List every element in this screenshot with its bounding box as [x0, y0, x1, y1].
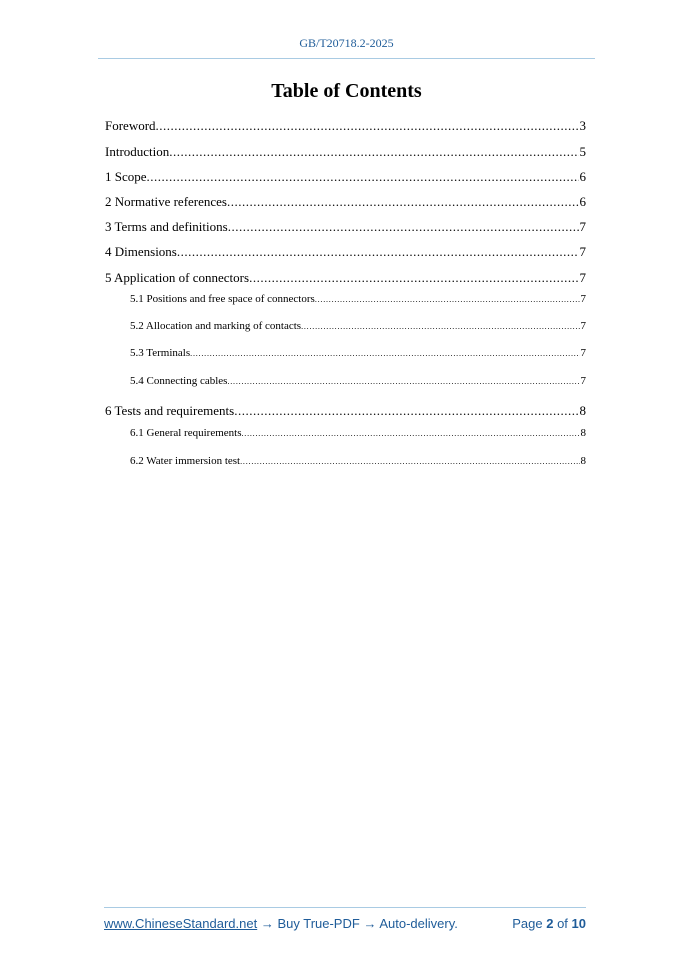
toc-entry-5-1[interactable]: [130, 293, 586, 305]
toc-leader-dots: [156, 118, 579, 134]
page-footer: [104, 916, 586, 931]
toc-leader-dots: [315, 293, 580, 305]
toc-leader-dots: [241, 427, 579, 439]
toc-entry-label: 5.1 Positions and free space of connectors: [130, 293, 315, 305]
page-indicator: [512, 916, 586, 931]
toc-leader-dots: [169, 144, 578, 160]
toc-entry-page: 8: [579, 403, 586, 418]
page-word: Page: [512, 916, 543, 931]
toc-entry-application-of-connectors[interactable]: [105, 270, 586, 286]
toc-leader-dots: [227, 194, 579, 210]
toc-entry-page: 8: [580, 455, 586, 467]
toc-entry-page: 7: [580, 320, 586, 332]
toc-entry-label: 1 Scope: [105, 169, 147, 184]
footer-promo: [104, 916, 458, 931]
toc-leader-dots: [234, 403, 578, 419]
toc-leader-dots: [147, 169, 579, 185]
toc-entry-page: 8: [580, 427, 586, 439]
toc-entry-label: Introduction: [105, 144, 170, 159]
toc-leader-dots: [249, 270, 578, 286]
toc-entry-tests-and-requirements[interactable]: [105, 403, 586, 419]
toc-entry-6-2[interactable]: [130, 455, 586, 467]
toc-entry-label: 4 Dimensions: [105, 244, 177, 259]
toc-entry-terms-and-definitions[interactable]: [105, 219, 586, 235]
toc-entry-page: 5: [579, 144, 586, 159]
toc-entry-label: 5 Application of connectors: [105, 270, 250, 285]
toc-entry-label: 5.4 Connecting cables: [130, 375, 228, 387]
toc-leader-dots: [301, 320, 579, 332]
header-divider: [98, 58, 595, 59]
toc-leader-dots: [177, 244, 579, 260]
current-page-number: 2: [546, 916, 554, 931]
toc-leader-dots: [190, 347, 579, 359]
toc-entry-page: 7: [580, 347, 586, 359]
toc-entry-page: 6: [579, 169, 586, 184]
toc-entry-page: 7: [579, 270, 586, 285]
toc-entry-5-2[interactable]: [130, 320, 586, 332]
toc-entry-page: 7: [580, 375, 586, 387]
toc-entry-6-1[interactable]: [130, 427, 586, 439]
total-pages-number: 10: [571, 916, 586, 931]
toc-entry-introduction[interactable]: [105, 144, 586, 160]
toc-entry-label: 5.3 Terminals: [130, 347, 191, 359]
arrow-right-icon: →: [260, 916, 274, 931]
toc-entry-page: 7: [580, 293, 586, 305]
of-word: of: [557, 916, 568, 931]
document-code-header: GB/T20718.2-2025: [299, 36, 394, 50]
toc-entry-normative-references[interactable]: [105, 194, 586, 210]
toc-entry-label: Foreword: [105, 118, 156, 133]
footer-divider: [104, 907, 586, 908]
toc-entry-label: 6.1 General requirements: [130, 427, 242, 439]
toc-entry-dimensions[interactable]: [105, 244, 586, 260]
toc-entry-label: 6.2 Water immersion test: [130, 455, 241, 467]
toc-leader-dots: [228, 219, 579, 235]
toc-entry-page: 3: [579, 118, 586, 133]
toc-entry-label: 5.2 Allocation and marking of contacts: [130, 320, 302, 332]
toc-entry-5-3[interactable]: [130, 347, 586, 359]
toc-entry-foreword[interactable]: [105, 118, 586, 134]
buy-true-pdf-text: Buy True-PDF: [277, 916, 360, 931]
arrow-right-icon: →: [363, 916, 377, 931]
toc-leader-dots: [227, 375, 579, 387]
toc-entry-scope[interactable]: [105, 169, 586, 185]
page-title: Table of Contents: [271, 80, 422, 102]
toc-entry-page: 6: [579, 194, 586, 209]
website-link[interactable]: www.ChineseStandard.net: [104, 916, 258, 931]
auto-delivery-text: Auto-delivery.: [379, 916, 458, 931]
toc-entry-label: 6 Tests and requirements: [105, 403, 235, 418]
toc-entry-label: 2 Normative references: [105, 194, 227, 209]
toc-entry-page: 7: [579, 219, 586, 234]
toc-leader-dots: [240, 455, 579, 467]
toc-entry-page: 7: [579, 244, 586, 259]
toc-entry-label: 3 Terms and definitions: [105, 219, 228, 234]
toc-entry-5-4[interactable]: [130, 375, 586, 387]
